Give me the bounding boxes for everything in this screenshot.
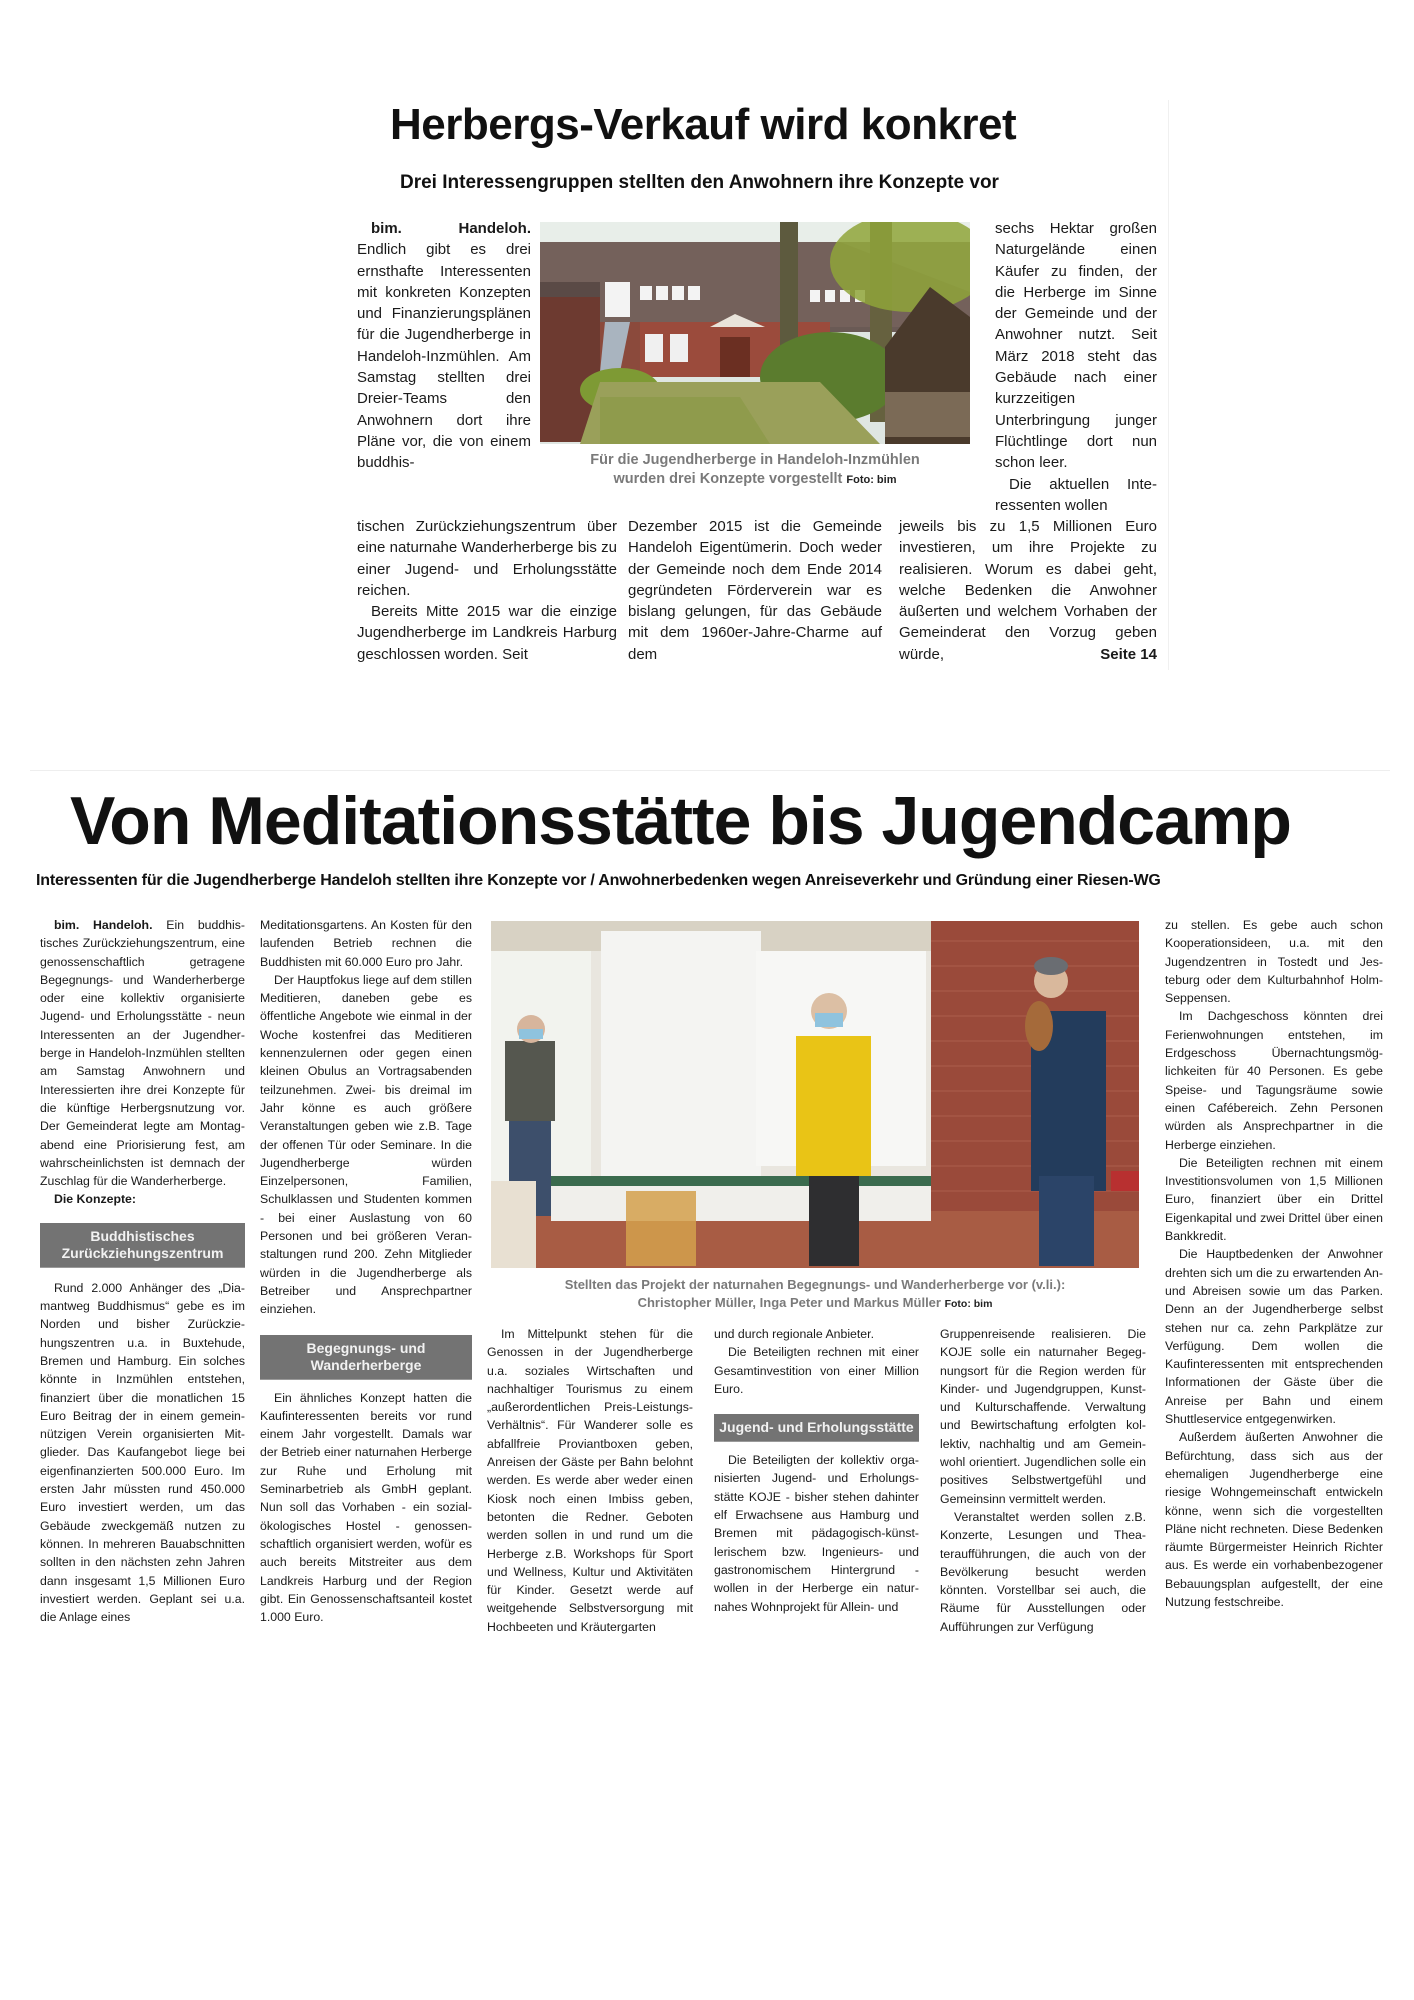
article2-paragraph: und durch regionale Anbieter.	[714, 1327, 874, 1341]
article2-paragraph: Ein ähnliches Konzept hatten die Kaufinteressenten bereits vor rund einem Jahr vorgestellt. Damals war der Betrieb einer naturnahen Herberge zur Ruhe und Erholung mit Seminarbetrieb als GmbH geplant. Nun soll das Vorhaben - ein sozial-ökologisches Hostel - genossenschaftlich organisiert werden, wofür es auch bereits Mitstreiter aus dem Landkreis Harburg und der Region gibt. Ein Genossenschaftsanteil kostet 1.000 Euro.	[260, 1390, 472, 1625]
article2-photo-presenters	[491, 921, 1139, 1268]
article-divider	[30, 770, 1390, 771]
article2-paragraph: Rund 2.000 Anhänger des „Diamantweg Buddhismus“ gebe es im Norden und bisher Zurückziehungszentren u.a. in Buxtehude, Bremen und Hamburg. Ein solches könnte in Inzmühlen entstehen, finanziert über die monatlichen 15 Euro Beitrag der in einem gemeinnützigen Verein organisierten Mitglieder. Das Kaufangebot liege bei eigenfinanzierten 500.000 Euro. Im ersten Jahr müssten rund 450.000 Euro investiert werden, um das Gebäude zweckgemäß nutzen zu können. In mehreren Bauabschnitten sollten in den nächsten zehn Jahren dann insgesamt 1,5 Millionen Euro investiert werden. Geplant sei u.a. die Anlage eines	[40, 1280, 245, 1625]
article1-photo-credit: Foto: bim	[846, 474, 897, 486]
article1-dateline: bim. Handeloh.	[371, 220, 531, 237]
article1-col3-bottom	[899, 516, 1157, 665]
article2-col2	[260, 916, 472, 1626]
article2-intro: Ein buddhistisches Zurückziehungszentrum, eine genossenschaftlich getragene Begegnungs- und Wanderherberge oder eine kollektiv organisierte Jugend- und Erholungsstätte - neun Interessenten an der Jugendherberge in Handeloh-Inzmühlen stellten am Samstag Anwohnern und Interessierten ihre drei Konzepte für die künftige Herbergsnutzung vor. Der Gemeinderat legte am Montagabend eine Priorisierung fest, am wahrscheinlichsten ist demnach der Zuschlag für die Wanderherberge.	[40, 918, 246, 1189]
article2-paragraph: Veranstaltet werden sollen z.B. Konzerte, Lesungen und Theateraufführungen, die auch von der Bevölkerung besucht werden könnten. Vorstellbar sei auch, die Räume für Ausstellungen oder Aufführungen zur Verfügung	[940, 1509, 1146, 1634]
article2-paragraph: Der Hauptfokus liege auf dem stillen Meditieren, daneben gebe es öffentliche Angebote wie einmal in der Woche kostenfrei das Meditieren kennenzulernen oder gegen einen kleinen Obulus an Vortragsabenden teilzunehmen. Zwei- bis dreimal im Jahr könne es auch größere Veranstaltungen geben wie z.B. Tage der offenen Tür oder Seminare. In die Jugendherberge würden Einzelpersonen, Familien, Schulklassen und Studenten kommen - bei einer Auslastung von 60 Personen und bei größeren Veranstaltungen rund 200. Zehn Mitglieder würden in die Jugendherberge als Betreiber und Ansprechpartner einziehen.	[260, 972, 472, 1317]
article2-subheadline: Interessenten für die Jugendherberge Handeloh stellten ihre Konzepte vor / Anwohnerbedenken wegen Anreiseverkehr und Gründung einer Riesen-WG	[36, 872, 1161, 889]
article1-col3-top	[995, 218, 1157, 516]
column-edge-line	[1168, 100, 1169, 670]
article1-col1-top	[357, 218, 531, 474]
article2-caption-line2	[491, 1294, 1139, 1313]
article1-photo-youth-hostel	[540, 222, 970, 444]
article1-page-reference[interactable]: Seite 14	[1100, 645, 1157, 663]
article2-paragraph	[40, 916, 245, 1190]
article2-photo-caption	[491, 1276, 1139, 1313]
article2-col5	[940, 1325, 1146, 1636]
article1-col2-bottom	[628, 516, 882, 665]
article2-paragraph: Außerdem äußerten Anwohner die Befürchtung, dass sich aus der ehemaligen Jugendherberge eine riesige Wohngemeinschaft entwickeln könne, wenn sich die vorgestellten Pläne nicht rechneten. Diese Bedenken räumte Bürgermeister Heinrich Richter aus. Es werde ein vorhabenbezogener Bebauungsplan aufgestellt, der eine Nutzung festschreibe.	[1165, 1430, 1383, 1609]
article1-paragraph: Bereits Mitte 2015 war die einzige Jugendherberge im Landkreis Harburg geschlossen worden. Seit	[357, 603, 617, 663]
article1-paragraph: sechs Hektar großen Naturgelände einen Käufer zu finden, der die Herberge im Sinne der Gemeinde und der Anwohner nutzt. Seit März 2018 steht das Gebäude nach einer kurzzeitigen Unterbringung junger Flüchtlinge dort nun schon leer.	[995, 220, 1157, 472]
article2-paragraph: Die Beteiligten der kollektiv organisierten Jugend- und Erholungsstätte KOJE - bisher stehen dahinter elf Erwachsene aus Hamburg und Bremen mit pädagogisch-künstlerischem bzw. Ingenieurs- und gastronomischem Hintergrund - wollen in der Herberge ein naturnahes Wohnprojekt für Allein- und	[714, 1453, 919, 1614]
article2-paragraph: zu stellen. Es gebe auch schon Kooperationsideen, u.a. mit den Jugendzentren in Tostedt und Jesteburg oder dem Kulturbahnhof Holm-Seppensen.	[1165, 918, 1383, 1006]
article2-col4	[714, 1325, 919, 1616]
section-heading-hiking-hostel: Begegnungs- und Wanderherberge	[260, 1335, 472, 1379]
article2-paragraph: Die Beteiligten rechnen mit einer Gesamtinvestition von einer Million Euro.	[714, 1345, 919, 1396]
article1-paragraph: Die aktuellen Interessenten wollen	[995, 475, 1157, 514]
article2-caption-line1: Stellten das Projekt der naturnahen Begegnungs- und Wanderherberge vor (v.li.):	[564, 1277, 1066, 1292]
article1-col1-bottom	[357, 516, 617, 665]
article1-col1-top-text: Endlich gibt es drei ernsthafte Interessenten mit konkreten Konzepten und Finanzierungsplänen für die Jugendherberge in Handeloh-Inzmühlen. Am Samstag stellten drei Dreier-Teams den Anwohnern dort ihre Pläne vor, die von einem buddhis-	[357, 241, 531, 472]
article1-caption-line2	[540, 470, 970, 490]
article1-headline: Herbergs-Verkauf wird konkret	[390, 100, 1017, 149]
article2-paragraph: Die Hauptbedenken der Anwohner drehten sich um die zu erwartenden An- und Abreisen sowie um das Parken. Denn an der Jugendherberge selbst stehen nur ca. zehn Parkplätze zur Verfügung. Dem wollen die Kaufinteressenten mit entsprechenden Informationen der Gäste über die Anreise per Bahn und einem Shuttleservice entgegenwirken.	[1165, 1247, 1383, 1427]
article1-caption-line1: Für die Jugendherberge in Handeloh-Inzmühlen	[590, 452, 920, 468]
article1-caption-line2-text: wurden drei Konzepte vorgestellt	[613, 471, 843, 487]
article2-col1	[40, 916, 245, 1626]
article1-subheadline: Drei Interessengruppen stellten den Anwohnern ihre Konzepte vor	[400, 172, 999, 193]
article1-photo-caption	[540, 451, 970, 490]
article2-headline: Von Meditationsstätte bis Jugendcamp	[70, 783, 1291, 859]
article1-paragraph: tischen Zurückziehungszentrum über eine naturnahe Wanderherberge bis zu einer Jugend- und Erholungsstätte reichen.	[357, 518, 617, 599]
article2-dateline: bim. Handeloh.	[54, 918, 153, 932]
article1-paragraph	[899, 516, 1157, 665]
presenters-photo-image	[491, 921, 1139, 1268]
article2-caption-line2-text: Christopher Müller, Inga Peter und Markus Müller	[637, 1295, 941, 1310]
article2-col6	[1165, 916, 1383, 1611]
article1-col3-bottom-text: jeweils bis zu 1,5 Millionen Euro investieren, um ihre Projekte zu realisieren. Worum es dabei geht, welche Bedenken die Anwohner äußerten und welchem Vorhaben der Gemeinderat den Vorzug geben würde,	[899, 518, 1157, 663]
article2-paragraph: Meditationsgartens. An Kosten für den laufenden Betrieb rechnen die Buddhisten mit 60.000 Euro pro Jahr.	[260, 918, 472, 969]
youth-hostel-photo-image	[540, 222, 970, 444]
section-heading-buddhist-center: Buddhistisches Zurückziehungszentrum	[40, 1223, 245, 1267]
article2-paragraph: Die Beteiligten rechnen mit einem Investitionsvolumen von 1,5 Millionen Euro, finanziert über ein Drittel Eigenkapital und zwei Drittel über einen Bankkredit.	[1165, 1155, 1383, 1244]
section-heading-youth-center: Jugend- und Erholungsstätte	[714, 1414, 919, 1441]
article2-paragraph: Im Dachgeschoss könnten drei Ferienwohnungen entstehen, im Erdgeschoss Übernachtungsmöglichkeiten für 40 Personen. Es gebe Speise- und Tagungsräume sowie einen Cafébereich. Zehn Personen würden als Ansprechpartner in die Herberge einziehen.	[1165, 1009, 1383, 1152]
article1-paragraph: Dezember 2015 ist die Gemeinde Handeloh Eigentümerin. Doch weder der Gemeinde noch dem Ende 2014 gegründeten Förderverein war es bislang gelungen, für das Gebäude mit dem 1960er-Jahre-Charme auf dem	[628, 518, 882, 663]
article2-concepts-label: Die Konzepte:	[54, 1192, 136, 1207]
article2-paragraph: Gruppenreisende realisieren. Die KOJE solle ein naturnaher Begegnungsort für die Region werden für Kinder- und Jugendgruppen, Kunst- und Kulturschaffende. Verwaltung und Bewirtschaftung erfolgten kollektiv, nachhaltig und am Gemeinwohl orientiert. Jugendlichen solle ein positives Selbstwertgefühl und Gemeinsinn vermittelt werden.	[940, 1327, 1146, 1506]
article2-photo-credit: Foto: bim	[944, 1298, 993, 1310]
article2-paragraph: Im Mittelpunkt stehen für die Genossen in der Jugendherberge u.a. soziales Wirtschaften und nachhaltiger Tourismus zu einem „außerordentlichen Preis-Leistungs-Verhältnis“. Für Wanderer solle es abfallfreie Proviantboxen geben, Anreisen der Gäste per Bahn belohnt werden. Es werde aber weder einen Kiosk noch einen Imbiss geben, betonten die Redner. Geboten werden sollen in und rund um die Herberge z.B. Workshops für Sport und Wellness, Kultur und Aktivitäten für Kinder. Gesetzt werde auf weitgehende Selbstversorgung mit Hochbeeten und Kräutergarten	[487, 1327, 693, 1634]
article1-paragraph	[357, 218, 531, 474]
article2-col3	[487, 1325, 693, 1636]
